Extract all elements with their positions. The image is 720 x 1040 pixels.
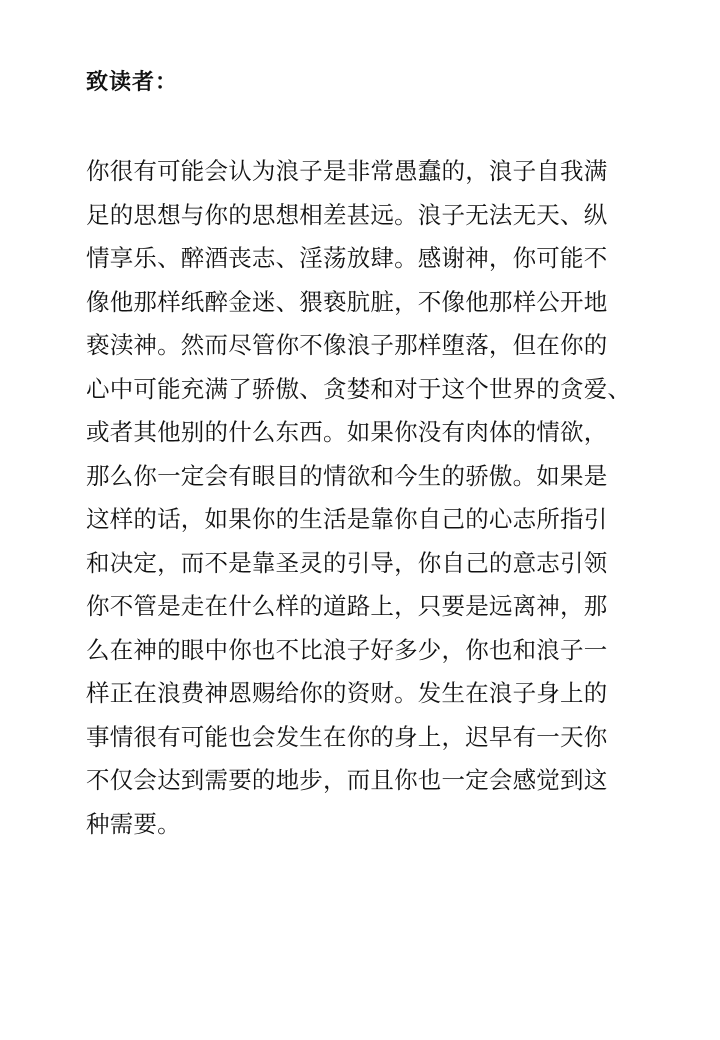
body-line: 足的思想与你的思想相差甚远。浪子无法无天、纵 bbox=[86, 200, 608, 229]
body-line: 和决定，而不是靠圣灵的引导，你自己的意志引领 bbox=[86, 548, 608, 577]
body-line: 情享乐、醉酒丧志、淫荡放肆。感谢神，你可能不 bbox=[86, 244, 608, 272]
body-line: 种需要。 bbox=[86, 809, 181, 838]
body-line: 样正在浪费神恩赐给你的资财。发生在浪子身上的 bbox=[86, 679, 608, 707]
body-line: 心中可能充满了骄傲、贪婪和对于这个世界的贪爱、 bbox=[86, 374, 632, 403]
body-line: 不仅会达到需要的地步，而且你也一定会感觉到这 bbox=[86, 766, 608, 794]
body-line: 么在神的眼中你也不比浪子好多少，你也和浪子一 bbox=[86, 635, 608, 664]
body-line: 亵渎神。然而尽管你不像浪子那样堕落，但在你的 bbox=[86, 331, 608, 359]
letter-salutation: 致读者： bbox=[86, 70, 179, 95]
body-line: 你不管是走在什么样的道路上，只要是远离神，那 bbox=[86, 592, 608, 620]
body-line: 或者其他别的什么东西。如果你没有肉体的情欲， bbox=[86, 418, 608, 446]
body-line: 你很有可能会认为浪子是非常愚蠢的，浪子自我满 bbox=[86, 157, 608, 185]
letter-body bbox=[86, 150, 646, 846]
body-line: 那么你一定会有眼目的情欲和今生的骄傲。如果是 bbox=[86, 461, 608, 490]
body-line: 这样的话，如果你的生活是靠你自己的心志所指引 bbox=[86, 505, 608, 533]
body-line: 事情很有可能也会发生在你的身上，迟早有一天你 bbox=[86, 722, 608, 751]
body-line: 像他那样纸醉金迷、猥亵肮脏，不像他那样公开地 bbox=[86, 287, 608, 316]
